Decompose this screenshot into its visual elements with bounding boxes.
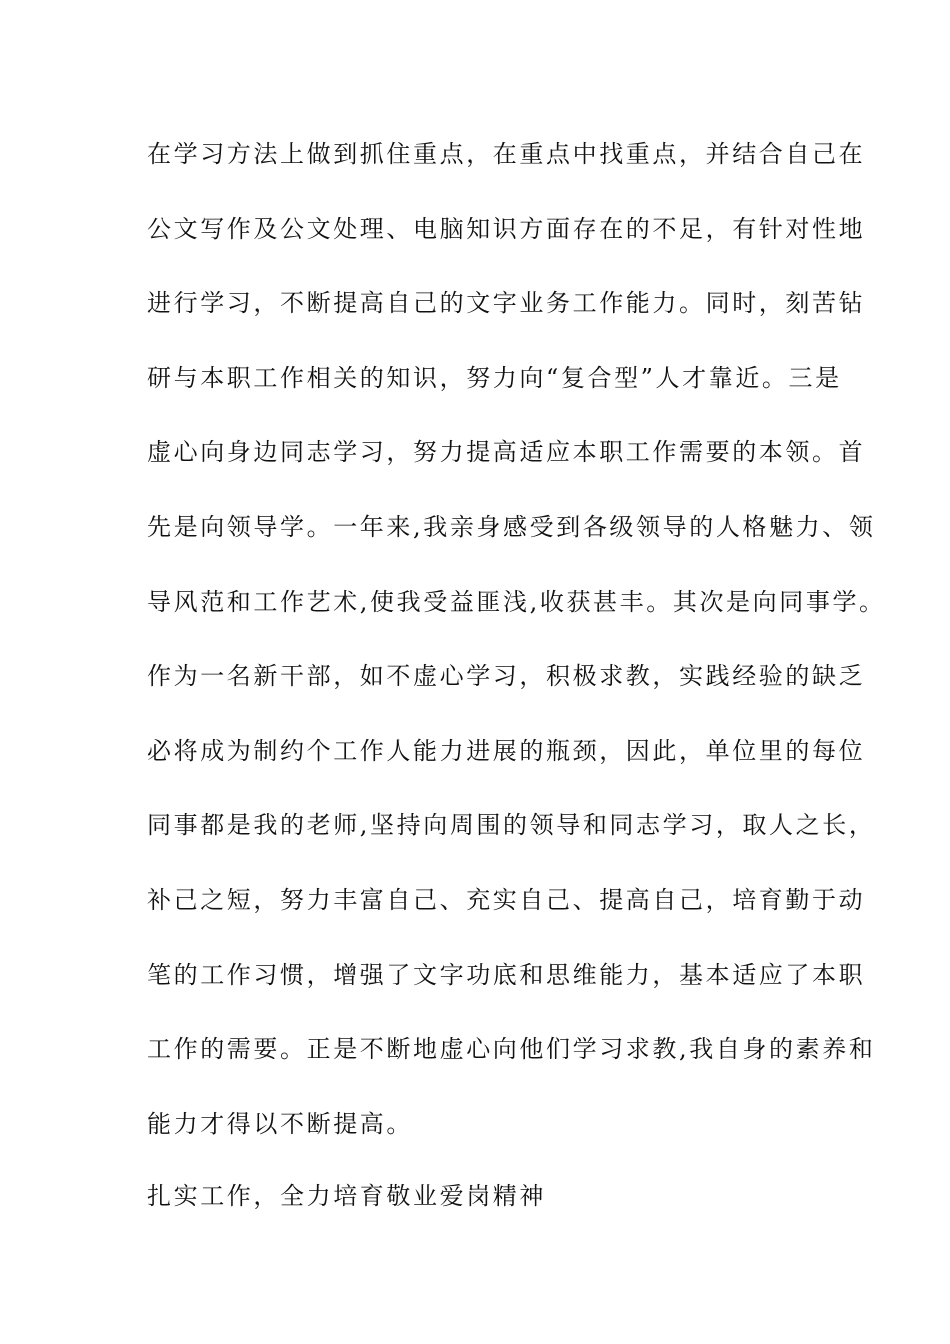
- paragraph-line: 公文写作及公文处理、电脑知识方面存在的不足，有针对性地: [147, 214, 866, 243]
- paragraph-line: 补己之短，努力丰富自己、充实自己、提高自己，培育勤于动: [147, 885, 866, 914]
- paragraph-line: 笔的工作习惯，增强了文字功底和思维能力，基本适应了本职: [147, 960, 866, 989]
- paragraph-line: 工作的需要。正是不断地虚心向他们学习求教,我自身的素养和: [147, 1035, 876, 1064]
- paragraph-line: 能力才得以不断提高。: [147, 1109, 413, 1138]
- paragraph-line: 在学习方法上做到抓住重点，在重点中找重点，并结合自己在: [147, 140, 866, 168]
- paragraph-line: 虚心向身边同志学习，努力提高适应本职工作需要的本领。首: [147, 438, 866, 467]
- paragraph-line: 先是向领导学。一年来,我亲身感受到各级领导的人格魅力、领: [147, 512, 876, 541]
- paragraph-line: 研与本职工作相关的知识，努力向“复合型”人才靠近。三是: [147, 363, 842, 392]
- body-paragraph: [147, 134, 886, 1178]
- paragraph-line: 作为一名新干部，如不虚心学习，积极求教，实践经验的缺乏: [147, 662, 866, 691]
- paragraph-line: 必将成为制约个工作人能力进展的瓶颈，因此，单位里的每位: [147, 736, 866, 765]
- paragraph-line: 进行学习，不断提高自己的文字业务工作能力。同时，刻苦钻: [147, 289, 866, 318]
- paragraph-line: 同事都是我的老师,坚持向周围的领导和同志学习，取人之长，: [147, 811, 876, 840]
- paragraph-line: 导风范和工作艺术,使我受益匪浅,收获甚丰。其次是向同事学。: [147, 587, 886, 616]
- section-heading: 扎实工作，全力培育敬业爱岗精神: [147, 1182, 546, 1210]
